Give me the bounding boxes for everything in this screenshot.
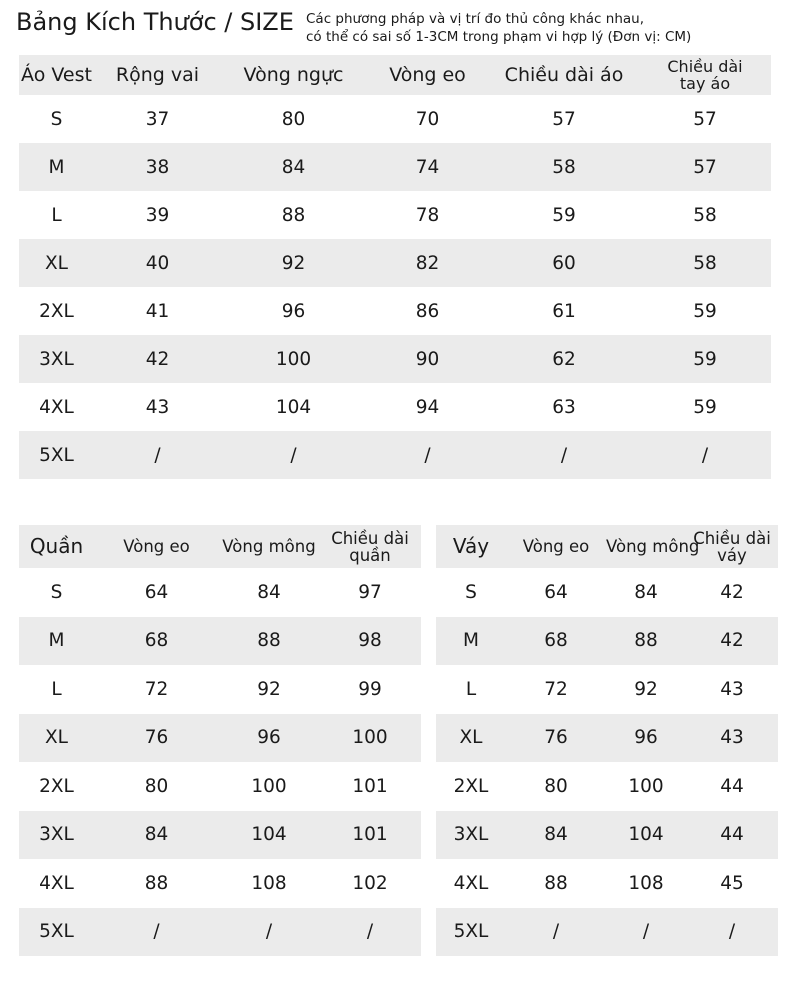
- size-label: 4XL: [453, 872, 489, 894]
- size-label: 4XL: [39, 396, 74, 418]
- measurement-value: 59: [693, 300, 717, 322]
- measurement-value: /: [728, 921, 736, 943]
- size-label: 4XL: [39, 872, 74, 894]
- size-label: M: [48, 156, 65, 178]
- measurement-value: 70: [415, 108, 440, 130]
- header-label-line2: tay áo: [679, 74, 731, 93]
- measurement-value: 57: [552, 108, 576, 130]
- measurement-value: 90: [415, 348, 440, 370]
- measurement-value: /: [552, 921, 560, 943]
- measurement-value: 43: [145, 396, 170, 418]
- measurement-value: 84: [281, 156, 306, 178]
- measurement-value: 100: [628, 775, 664, 797]
- measurement-value: 72: [144, 678, 169, 700]
- measurement-value: 60: [552, 252, 576, 274]
- header-label-line1: Vòng eo: [389, 63, 466, 86]
- vest-header-cell: [639, 58, 771, 92]
- measurement-value: /: [290, 444, 297, 466]
- table-row: [436, 762, 778, 811]
- measurement-value: 88: [544, 872, 568, 894]
- header-label-line1: Vòng eo: [522, 537, 590, 556]
- measurement-value: 39: [145, 204, 170, 226]
- measurement-value: 102: [352, 872, 388, 894]
- size-label: 3XL: [39, 824, 74, 846]
- table-row: [19, 143, 771, 191]
- measurement-value: 86: [415, 300, 440, 322]
- header-label-line2: váy: [717, 545, 747, 565]
- header-label-line1: Vòng mông: [222, 537, 316, 556]
- measurement-value: 72: [544, 678, 568, 700]
- measurement-value: 68: [144, 630, 169, 652]
- measurement-value: /: [424, 444, 431, 466]
- table-row: [436, 665, 778, 714]
- measurement-value: 64: [544, 581, 568, 603]
- header-label-line1: Vòng ngực: [243, 63, 344, 86]
- skirt-header-cell: [686, 530, 778, 564]
- size-label: S: [50, 108, 63, 130]
- table-row: [436, 714, 778, 763]
- table-row: [19, 908, 421, 957]
- measurement-value: 76: [144, 727, 169, 749]
- measurement-value: 42: [720, 581, 744, 603]
- skirt-header-cell: [506, 538, 606, 555]
- pants-header-cell: [94, 538, 219, 555]
- measurement-value: /: [153, 921, 160, 943]
- header-label-line2: quần: [349, 545, 391, 565]
- measurement-value: 84: [257, 581, 281, 603]
- measurement-value: 101: [352, 775, 388, 797]
- measurement-value: 101: [352, 824, 388, 846]
- measurement-value: 40: [145, 252, 170, 274]
- pants-size-table: [19, 525, 421, 956]
- header-label-line1: Chiều dài: [667, 57, 743, 76]
- measurement-value: 62: [552, 348, 576, 370]
- measurement-value: 94: [415, 396, 440, 418]
- table-row: [19, 431, 771, 479]
- header-label-line1: Vòng mông: [606, 537, 700, 556]
- measurement-value: 96: [281, 300, 306, 322]
- size-label: S: [50, 581, 63, 603]
- table-row: [19, 287, 771, 335]
- measurement-value: 104: [628, 824, 664, 846]
- measurement-value: 80: [144, 775, 169, 797]
- table-row: [436, 617, 778, 666]
- measurement-value: 43: [720, 727, 744, 749]
- measurement-value: 37: [145, 108, 170, 130]
- size-label: S: [465, 581, 477, 603]
- measurement-value: 99: [358, 678, 382, 700]
- measurement-value: 80: [281, 108, 306, 130]
- measurement-value: 92: [634, 678, 658, 700]
- measurement-value: 44: [720, 775, 744, 797]
- skirt-header-cell: [436, 534, 506, 558]
- measurement-value: 104: [275, 396, 312, 418]
- header-label-line1: Rộng vai: [115, 63, 200, 86]
- measurement-value: 80: [544, 775, 568, 797]
- table-row: [19, 191, 771, 239]
- measurement-value: 45: [720, 872, 744, 894]
- vest-header-cell: [19, 63, 94, 86]
- header-label-line1: Chiều dài áo: [504, 63, 624, 86]
- table-row: [19, 568, 421, 617]
- measurement-value: 98: [358, 630, 382, 652]
- table-row: [436, 908, 778, 957]
- size-label: M: [463, 630, 479, 652]
- table-row: [19, 859, 421, 908]
- measurement-value: 96: [257, 727, 281, 749]
- measurement-value: 68: [544, 630, 568, 652]
- note-line-1: Các phương pháp và vị trí đo thủ công khác nhau,: [306, 11, 645, 27]
- size-label: 2XL: [453, 775, 489, 797]
- page-title: Bảng Kích Thước / SIZE: [16, 8, 294, 36]
- table-row: [19, 714, 421, 763]
- vest-header-cell: [489, 63, 639, 86]
- measurement-value: 64: [144, 581, 169, 603]
- table-row: [19, 335, 771, 383]
- size-label: 5XL: [453, 921, 489, 943]
- measurement-value: /: [366, 921, 374, 943]
- measurement-value: 84: [634, 581, 658, 603]
- measurement-value: 76: [544, 727, 568, 749]
- measurement-value: 59: [552, 204, 576, 226]
- measurement-value: 88: [257, 630, 281, 652]
- table-row: [19, 617, 421, 666]
- vest-header-row: [19, 55, 771, 95]
- measurement-value: 58: [693, 204, 717, 226]
- measurement-value: 38: [145, 156, 170, 178]
- size-label: L: [51, 204, 62, 226]
- table-row: [19, 762, 421, 811]
- note-line-2: có thể có sai số 1-3CM trong phạm vi hợp lý (Đơn vị: CM): [306, 29, 692, 45]
- measurement-value: 59: [693, 396, 717, 418]
- measurement-value: 41: [145, 300, 170, 322]
- size-label: 3XL: [39, 348, 74, 370]
- pants-header-cell: [219, 538, 319, 555]
- measurement-value: 59: [693, 348, 717, 370]
- table-row: [436, 811, 778, 860]
- table-row: [436, 859, 778, 908]
- measurement-value: 88: [281, 204, 306, 226]
- measurement-value: 92: [257, 678, 281, 700]
- pants-header-cell: [19, 534, 94, 558]
- measurement-value: 108: [251, 872, 287, 894]
- measurement-value: 63: [552, 396, 576, 418]
- measurement-note: [306, 10, 691, 46]
- header-label-line1: Chiều dài: [693, 528, 771, 548]
- table-row: [19, 665, 421, 714]
- vest-header-cell: [94, 63, 221, 86]
- measurement-value: 44: [720, 824, 744, 846]
- measurement-value: /: [701, 444, 709, 466]
- header-label-line1: Vòng eo: [123, 537, 190, 556]
- skirt-size-table: [436, 525, 778, 956]
- pants-header-cell: [319, 530, 421, 564]
- size-label: 5XL: [39, 444, 74, 466]
- measurement-value: 43: [720, 678, 744, 700]
- skirt-header-row: [436, 525, 778, 568]
- size-label: XL: [45, 252, 68, 274]
- measurement-value: 88: [634, 630, 658, 652]
- size-label: L: [51, 678, 62, 700]
- size-label: 3XL: [453, 824, 489, 846]
- measurement-value: 57: [693, 108, 717, 130]
- size-label: XL: [45, 727, 68, 749]
- page-header: [16, 4, 786, 50]
- measurement-value: 58: [552, 156, 576, 178]
- header-label-line1: Chiều dài: [331, 528, 409, 548]
- measurement-value: 97: [358, 581, 382, 603]
- measurement-value: 100: [251, 775, 287, 797]
- vest-size-table: [19, 55, 771, 479]
- skirt-header-cell: [606, 537, 700, 556]
- measurement-value: 96: [634, 727, 658, 749]
- measurement-value: 82: [415, 252, 440, 274]
- measurement-value: 42: [145, 348, 170, 370]
- measurement-value: 57: [693, 156, 717, 178]
- measurement-value: 104: [251, 824, 287, 846]
- table-row: [436, 568, 778, 617]
- measurement-value: 100: [275, 348, 312, 370]
- table-row: [19, 95, 771, 143]
- pants-header-row: [19, 525, 421, 568]
- measurement-value: 84: [144, 824, 169, 846]
- size-label: 5XL: [39, 921, 74, 943]
- measurement-value: 61: [552, 300, 576, 322]
- measurement-value: 58: [693, 252, 717, 274]
- measurement-value: 84: [544, 824, 568, 846]
- measurement-value: /: [642, 921, 650, 943]
- size-label: XL: [459, 727, 483, 749]
- measurement-value: 108: [628, 872, 664, 894]
- header-label-line1: Quần: [29, 534, 84, 558]
- size-label: 2XL: [39, 775, 74, 797]
- measurement-value: /: [560, 444, 568, 466]
- header-label-line1: Áo Vest: [21, 63, 92, 86]
- table-row: [19, 811, 421, 860]
- size-label: 2XL: [39, 300, 74, 322]
- measurement-value: /: [265, 921, 273, 943]
- measurement-value: 78: [415, 204, 440, 226]
- measurement-value: 74: [415, 156, 440, 178]
- table-row: [19, 383, 771, 431]
- measurement-value: 100: [352, 727, 388, 749]
- vest-header-cell: [366, 63, 489, 86]
- measurement-value: 42: [720, 630, 744, 652]
- measurement-value: 92: [281, 252, 306, 274]
- table-row: [19, 239, 771, 287]
- size-label: M: [48, 630, 65, 652]
- measurement-value: /: [154, 444, 161, 466]
- size-label: L: [465, 678, 477, 700]
- vest-header-cell: [221, 63, 366, 86]
- measurement-value: 88: [144, 872, 169, 894]
- header-label-line1: Váy: [452, 534, 490, 558]
